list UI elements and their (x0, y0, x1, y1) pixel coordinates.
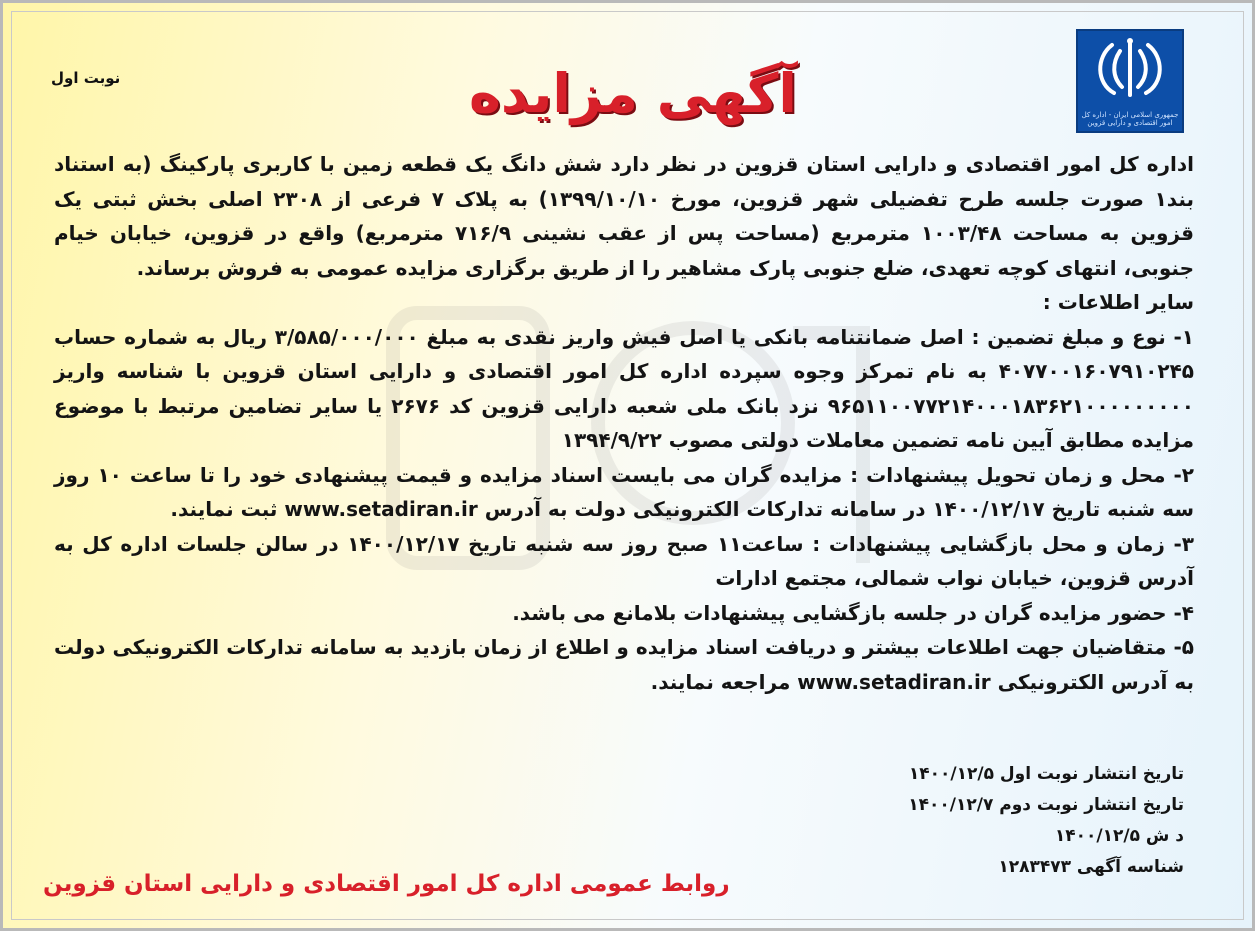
second-issue-date: تاریخ انتشار نوبت دوم ۱۴۰۰/۱۲/۷ (908, 795, 1184, 815)
item-submission: ۲- محل و زمان تحویل پیشنهادات : مزایده گران می بایست اسناد مزایده و قیمت پیشنهادی خود را تا ساعت ۱۰ روز سه شنبه تاریخ ۱۴۰۰/۱۲/۱۷ در سامانه تدارکات الکترونیکی دولت به آدرس www.setadiran.ir ثبت نمایند. (54, 462, 1194, 521)
intro-paragraph: اداره کل امور اقتصادی و دارایی استان قزوین در نظر دارد شش دانگ یک قطعه زمین با کاربری پارکینگ (به استناد بند۱ صورت جلسه طرح تفضیلی شهر قزوین، مورخ ۱۳۹۹/۱۰/۱۰) به پلاک ۷ فرعی از ۲۳۰۸ اصلی بخش ثبتی یک قزوین به مساحت ۱۰۰۳/۴۸ مترمربع (مساحت پس از عقب نشینی ۷۱۶/۹ مترمربع) واقع در قزوین، خیابان خیام جنوبی، انتهای کوچه تعهدی، ضلع جنوبی پارک مشاهیر را از طریق برگزاری مزایده عمومی به فروش برساند. (54, 152, 1195, 280)
code-date: د ش ۱۴۰۰/۱۲/۵ (1054, 826, 1184, 846)
item-guarantee: ۱- نوع و مبلغ تضمین : اصل ضمانتنامه بانکی یا اصل فیش واریز نقدی به مبلغ ۳/۵۸۵/۰۰۰/۰۰۰ ریال به شماره حساب ۴۰۷۷۰۰۱۶۰۷۹۱۰۲۴۵ به نام تمرکز وجوه سپرده اداره کل امور اقتصادی و دارایی استان قزوین با شناسه واریز ۹۶۵۱۱۰۰۷۷۲۱۴۰۰۰۱۸۳۶۲۱۰۰۰۰۰۰۰۰۰ نزد بانک ملی شعبه دارایی قزوین کد ۲۶۷۶ یا سایر تضامین مرتبط با موضوع مزایده مطابق آیین نامه تضمین معاملات دولتی مصوب ۱۳۹۴/۹/۲۲ (54, 324, 1194, 452)
public-relations-footer: روابط عمومی اداره کل امور اقتصادی و دارایی استان قزوین (43, 871, 730, 897)
issue-label: نوبت اول (51, 69, 121, 87)
first-issue-date: تاریخ انتشار نوبت اول ۱۴۰۰/۱۲/۵ (908, 764, 1184, 784)
notice-body (54, 147, 1194, 699)
other-info-heading: سایر اطلاعات : (1042, 290, 1194, 314)
item-more-info: ۵- متقاضیان جهت اطلاعات بیشتر و دریافت اسناد مزایده و اطلاع از زمان بازدید به سامانه تدارکات الکترونیکی دولت به آدرس الکترونیکی www.setadiran.ir مراجعه نمایند. (54, 635, 1194, 694)
item-attendance: ۴- حضور مزایده گران در جلسه بازگشایی پیشنهادات بلامانع می باشد. (512, 600, 1194, 625)
ad-id: شناسه آگهی ۱۲۸۳۴۷۳ (998, 857, 1184, 877)
publication-info (824, 759, 1184, 883)
item-opening: ۳- زمان و محل بازگشایی پیشنهادات : ساعت۱۱ صبح روز سه شنبه تاریخ ۱۴۰۰/۱۲/۱۷ در سالن جلسات اداره کل به آدرس قزوین، خیابان نواب شمالی، مجتمع ادارات (54, 531, 1194, 590)
emblem-caption: جمهوری اسلامی ایران - اداره کل امور اقتصادی و دارایی قزوین (1081, 111, 1179, 127)
iran-emblem-icon (1076, 29, 1184, 133)
notice-title: آگهی مزایده (469, 62, 797, 125)
